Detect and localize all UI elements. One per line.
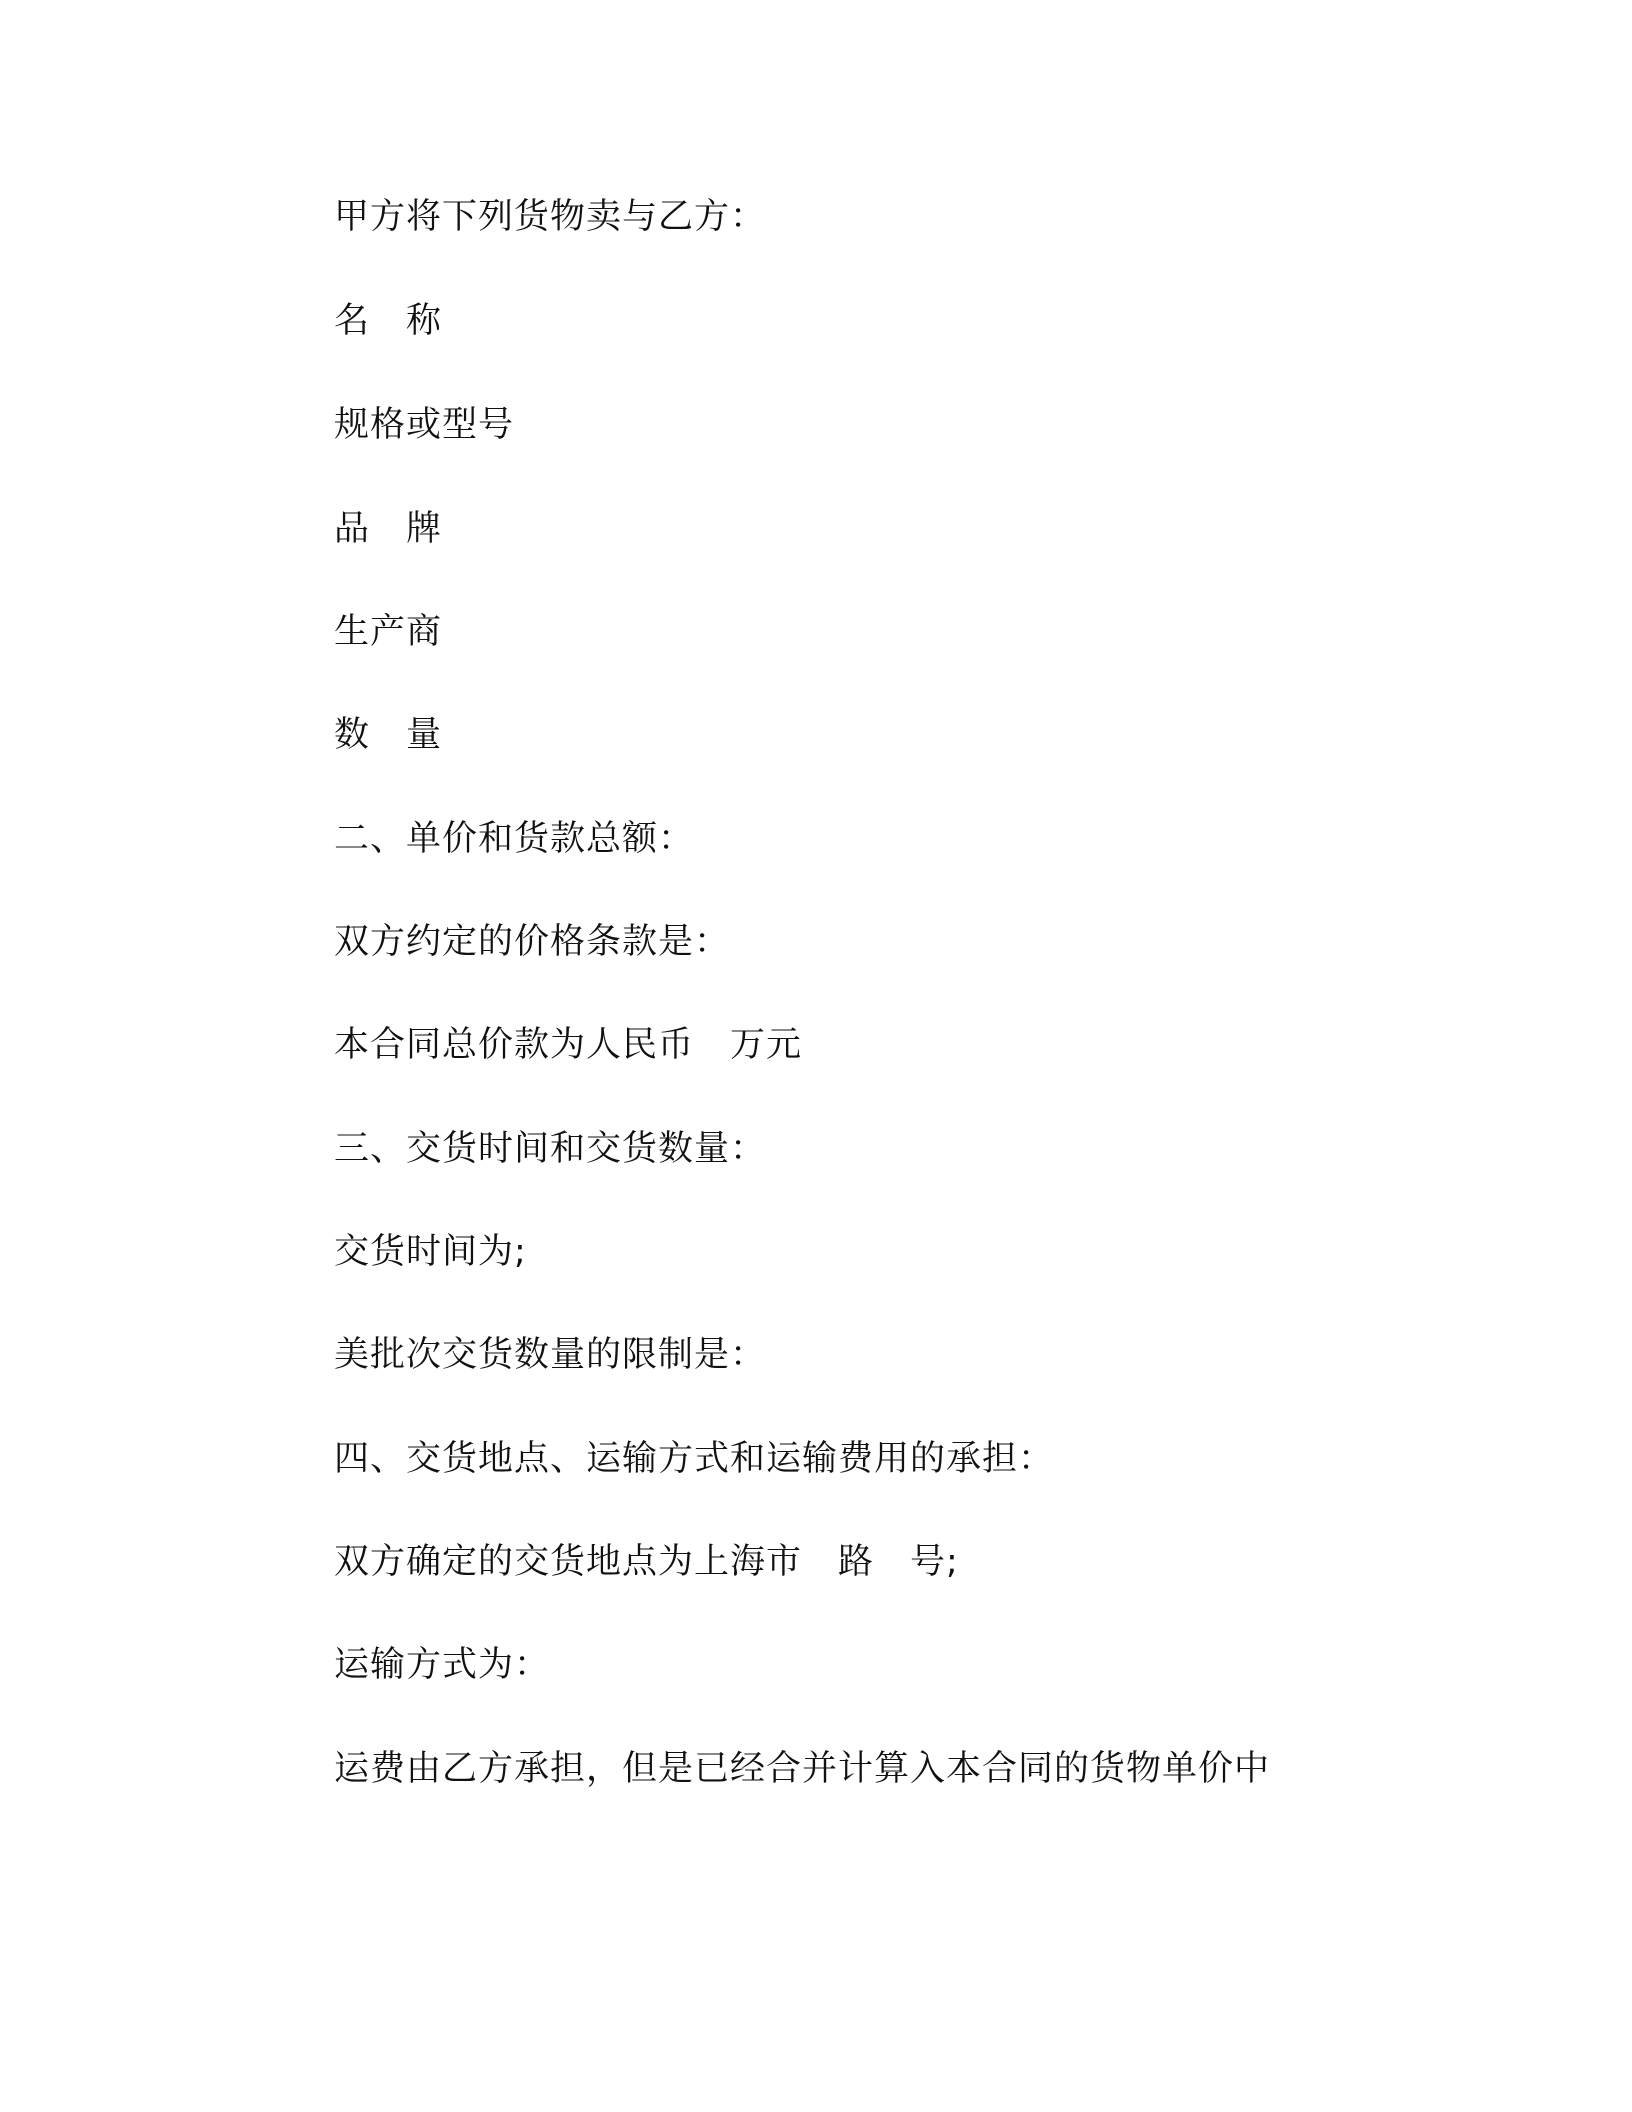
field-spec-model: 规格或型号 bbox=[334, 405, 515, 445]
clause-total-price: 本合同总价款为人民币 万元 bbox=[334, 1025, 803, 1065]
field-name: 名 称 bbox=[334, 301, 443, 341]
field-quantity: 数 量 bbox=[334, 715, 443, 755]
section-4-heading: 四、交货地点、运输方式和运输费用的承担： bbox=[334, 1439, 1055, 1479]
clause-transport-method: 运输方式为： bbox=[334, 1645, 551, 1685]
clause-delivery-time: 交货时间为; bbox=[334, 1232, 527, 1272]
clause-price-terms: 双方约定的价格条款是： bbox=[334, 922, 731, 962]
section-3-heading: 三、交货时间和交货数量： bbox=[334, 1129, 767, 1169]
section-2-heading: 二、单价和货款总额： bbox=[334, 819, 695, 859]
field-brand: 品 牌 bbox=[334, 509, 443, 549]
field-manufacturer: 生产商 bbox=[334, 612, 443, 652]
clause-freight-cost: 运费由乙方承担，但是已经合并计算入本合同的货物单价中 bbox=[334, 1749, 1271, 1789]
clause-goods-intro: 甲方将下列货物卖与乙方： bbox=[334, 197, 767, 237]
clause-batch-limit: 美批次交货数量的限制是： bbox=[334, 1335, 767, 1375]
clause-delivery-location: 双方确定的交货地点为上海市 路 号; bbox=[334, 1542, 959, 1582]
